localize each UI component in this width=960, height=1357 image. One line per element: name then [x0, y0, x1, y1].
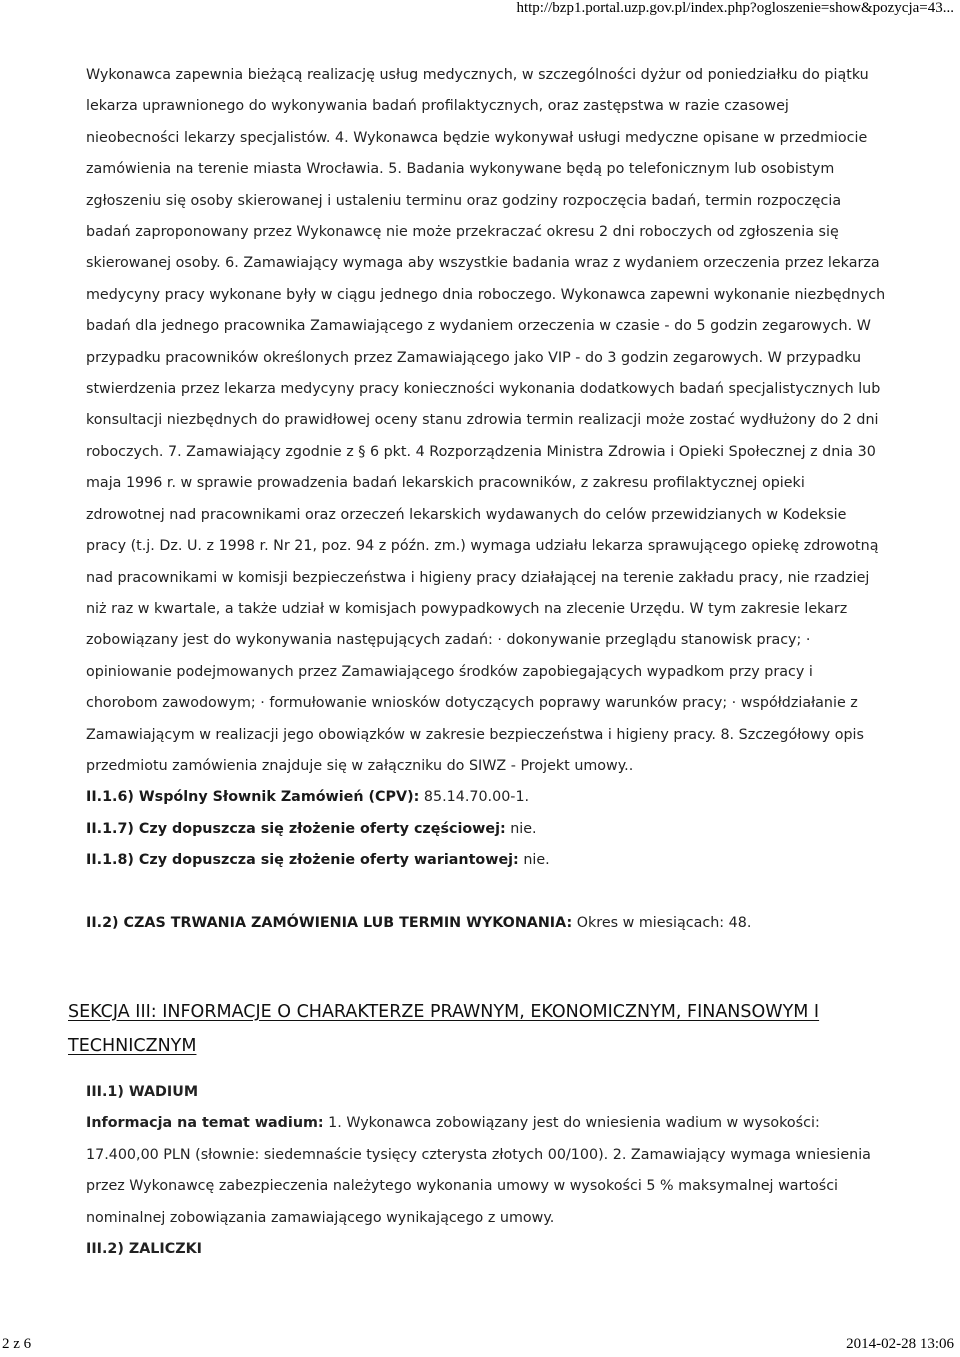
variant-offer-line	[86, 845, 886, 876]
wadium-info	[86, 1108, 886, 1234]
variant-offer-value: nie.	[518, 852, 550, 869]
duration-line	[86, 908, 886, 939]
section-3-title: SEKCJA III: INFORMACJE O CHARAKTERZE PRAWNYM, EKONOMICZNYM, FINANSOWYM I TECHNICZNYM	[68, 1002, 820, 1056]
partial-offer-value: nie.	[505, 820, 537, 837]
zaliczki-heading-text: III.2) ZALICZKI	[86, 1241, 202, 1258]
duration-label: II.2) CZAS TRWANIA ZAMÓWIENIA LUB TERMIN WYKONANIA:	[86, 914, 573, 931]
print-header-url: http://bzp1.portal.uzp.gov.pl/index.php?ogloszenie=show&pozycja=43...	[516, 0, 954, 16]
wadium-heading-text: III.1) WADIUM	[86, 1084, 199, 1100]
wadium-heading	[86, 1077, 886, 1108]
wadium-text: 1. Wykonawca zobowiązany jest do wniesienia wadium w wysokości: 17.400,00 PLN (słownie: siedemnaście tysięcy czterysta złotych 00/100). 2. Zamawiający wymaga wniesienia przez Wykonawcę zabezpieczenia należytego wykonania umowy w wysokości 5 % maksymalnej wartości nominalnej zobowiązania zamawiającego wynikającego z umowy.	[86, 1115, 871, 1226]
cpv-value: 85.14.70.00-1.	[419, 789, 530, 806]
print-datetime: 2014-02-28 13:06	[846, 1336, 954, 1352]
cpv-label: II.1.6) Wspólny Słownik Zamówień (CPV):	[86, 789, 420, 806]
notice-body	[86, 60, 886, 939]
page-number: 2 z 6	[2, 1336, 32, 1352]
wadium-label: Informacja na temat wadium:	[86, 1115, 324, 1132]
partial-offer-line	[86, 814, 886, 845]
spacer	[86, 877, 886, 908]
duration-value: Okres w miesiącach: 48.	[572, 914, 752, 931]
section-3-body	[86, 1077, 886, 1265]
description-paragraph: Wykonawca zapewnia bieżącą realizację usług medycznych, w szczególności dyżur od poniedziałku do piątku lekarza uprawnionego do wykonywania badań profilaktycznych, oraz zastępstwa w razie czasowej nieobecności lekarzy specjalistów. 4. Wykonawca będzie wykonywał usługi medyczne opisane w przedmiocie zamówienia na terenie miasta Wrocławia. 5. Badania wykonywane będą po telefonicznym lub osobistym zgłoszeniu się osoby skierowanej i ustaleniu terminu oraz godziny rozpoczęcia badań, termin rozpoczęcia badań zaproponowany przez Wykonawcę nie może przekraczać okresu 2 dni roboczych od zgłoszenia się skierowanej osoby. 6. Zamawiający wymaga aby wszystkie badania wraz z wydaniem orzeczenia przez lekarza medycyny pracy wykonane były w ciągu jednego dnia roboczego. Wykonawca zapewni wykonanie niezbędnych badań dla jednego pracownika Zamawiającego z wydaniem orzeczenia w czasie - do 5 godzin zegarowych. W przypadku pracowników określonych przez Zamawiającego jako VIP - do 3 godzin zegarowych. W przypadku stwierdzenia przez lekarza medycyny pracy konieczności wykonania dodatkowych badań specjalistycznych lub konsultacji niezbędnych do prawidłowej oceny stanu zdrowia termin realizacji może zostać wydłużony do 2 dni roboczych. 7. Zamawiający zgodnie z § 6 pkt. 4 Rozporządzenia Ministra Zdrowia i Opieki Społecznej z dnia 30 maja 1996 r. w sprawie prowadzenia badań lekarskich pracowników, z zakresu profilaktycznej opieki zdrowotnej nad pracownikami oraz orzeczeń lekarskich wydawanych do celów przewidzianych w Kodeksie pracy (t.j. Dz. U. z 1998 r. Nr 21, poz. 94 z późn. zm.) wymaga udziału lekarza sprawującego opiekę zdrowotną nad pracownikami w komisji bezpieczeństwa i higieny pracy działającej na terenie zakładu pracy, nie rzadziej niż raz w kwartale, a także udział w komisjach powypadkowych na zlecenie Urzędu. W tym zakresie lekarz zobowiązany jest do wykonywania następujących zadań: · dokonywanie przeglądu stanowisk pracy; · opiniowanie podejmowanych przez Zamawiającego środków zapobiegających wypadkom przy pracy i chorobom zawodowym; · formułowanie wniosków dotyczących poprawy warunków pracy; · współdziałanie z Zamawiającym w realizacji jego obowiązków w zakresie bezpieczeństwa i higieny pracy. 8. Szczegółowy opis przedmiotu zamówienia znajduje się w załączniku do SIWZ - Projekt umowy..	[86, 67, 886, 774]
cpv-line	[86, 782, 886, 813]
variant-offer-label: II.1.8) Czy dopuszcza się złożenie oferty wariantowej:	[86, 852, 519, 869]
partial-offer-label: II.1.7) Czy dopuszcza się złożenie oferty częściowej:	[86, 820, 506, 837]
zaliczki-heading	[86, 1234, 886, 1265]
